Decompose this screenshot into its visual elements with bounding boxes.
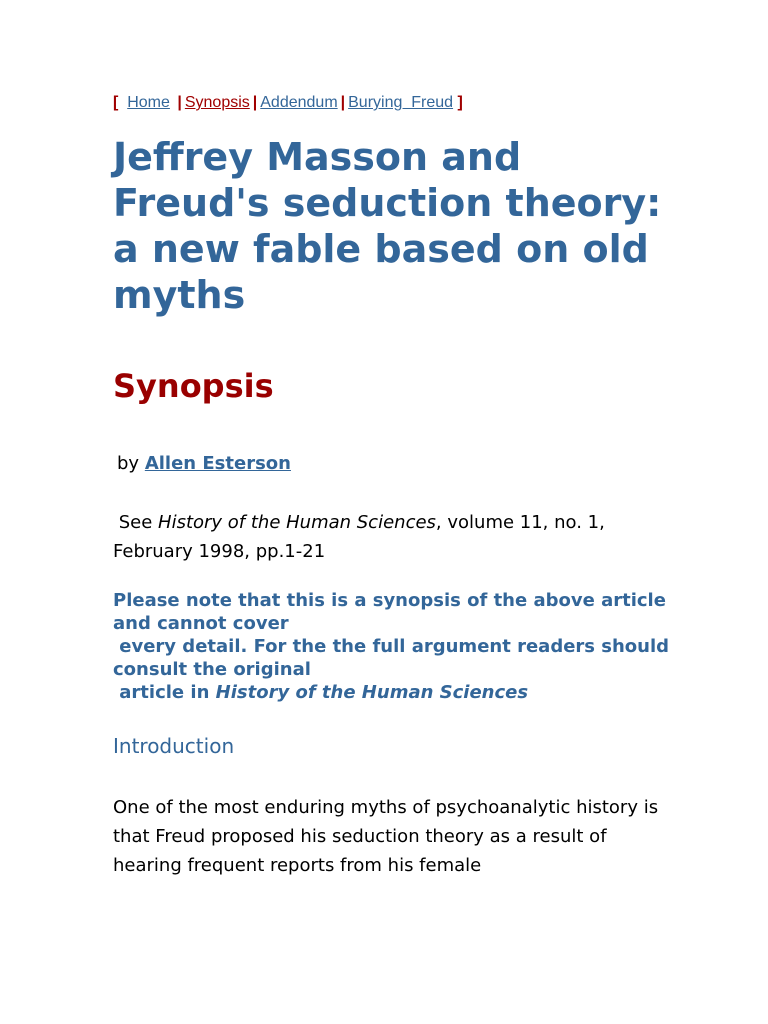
top-navigation [113,94,463,112]
nav-open-bracket: [ [113,94,119,111]
nav-separator: | [340,94,346,111]
nav-link-burying-freud[interactable]: Burying Freud [348,94,454,111]
nav-close-bracket: ] [457,94,463,111]
nav-link-addendum[interactable]: Addendum [260,94,338,111]
note-line-1: Please note that this is a synopsis of the above article and cannot cover [113,590,666,634]
citation-prefix: See [118,512,159,533]
nav-separator: | [252,94,258,111]
note-line-3-prefix: article in [119,682,216,703]
introduction-paragraph: One of the most enduring myths of psychoanalytic history is that Freud proposed his seduction theory as a result of hearing frequent reports from his female [113,797,659,876]
introduction-heading: Introduction [113,734,235,758]
synopsis-note [113,589,693,704]
nav-link-synopsis[interactable]: Synopsis [184,94,250,111]
nav-link-home[interactable]: Home [127,94,170,111]
nav-separator: | [177,94,182,111]
citation-journal: History of the Human Sciences [158,512,436,533]
byline [117,452,291,476]
citation-details: , volume 11, no. 1, February 1998, pp.1-21 [113,512,605,562]
byline-prefix: by [117,453,145,474]
author-link[interactable]: Allen Esterson [144,453,291,474]
note-line-2: every detail. For the the full argument readers should consult the original [113,636,670,680]
page-title: Jeffrey Masson and Freud's seduction theory: a new fable based on old myths [113,135,662,317]
note-journal: History of the Human Sciences [215,682,529,703]
citation [113,508,673,566]
section-title-synopsis: Synopsis [113,367,274,405]
